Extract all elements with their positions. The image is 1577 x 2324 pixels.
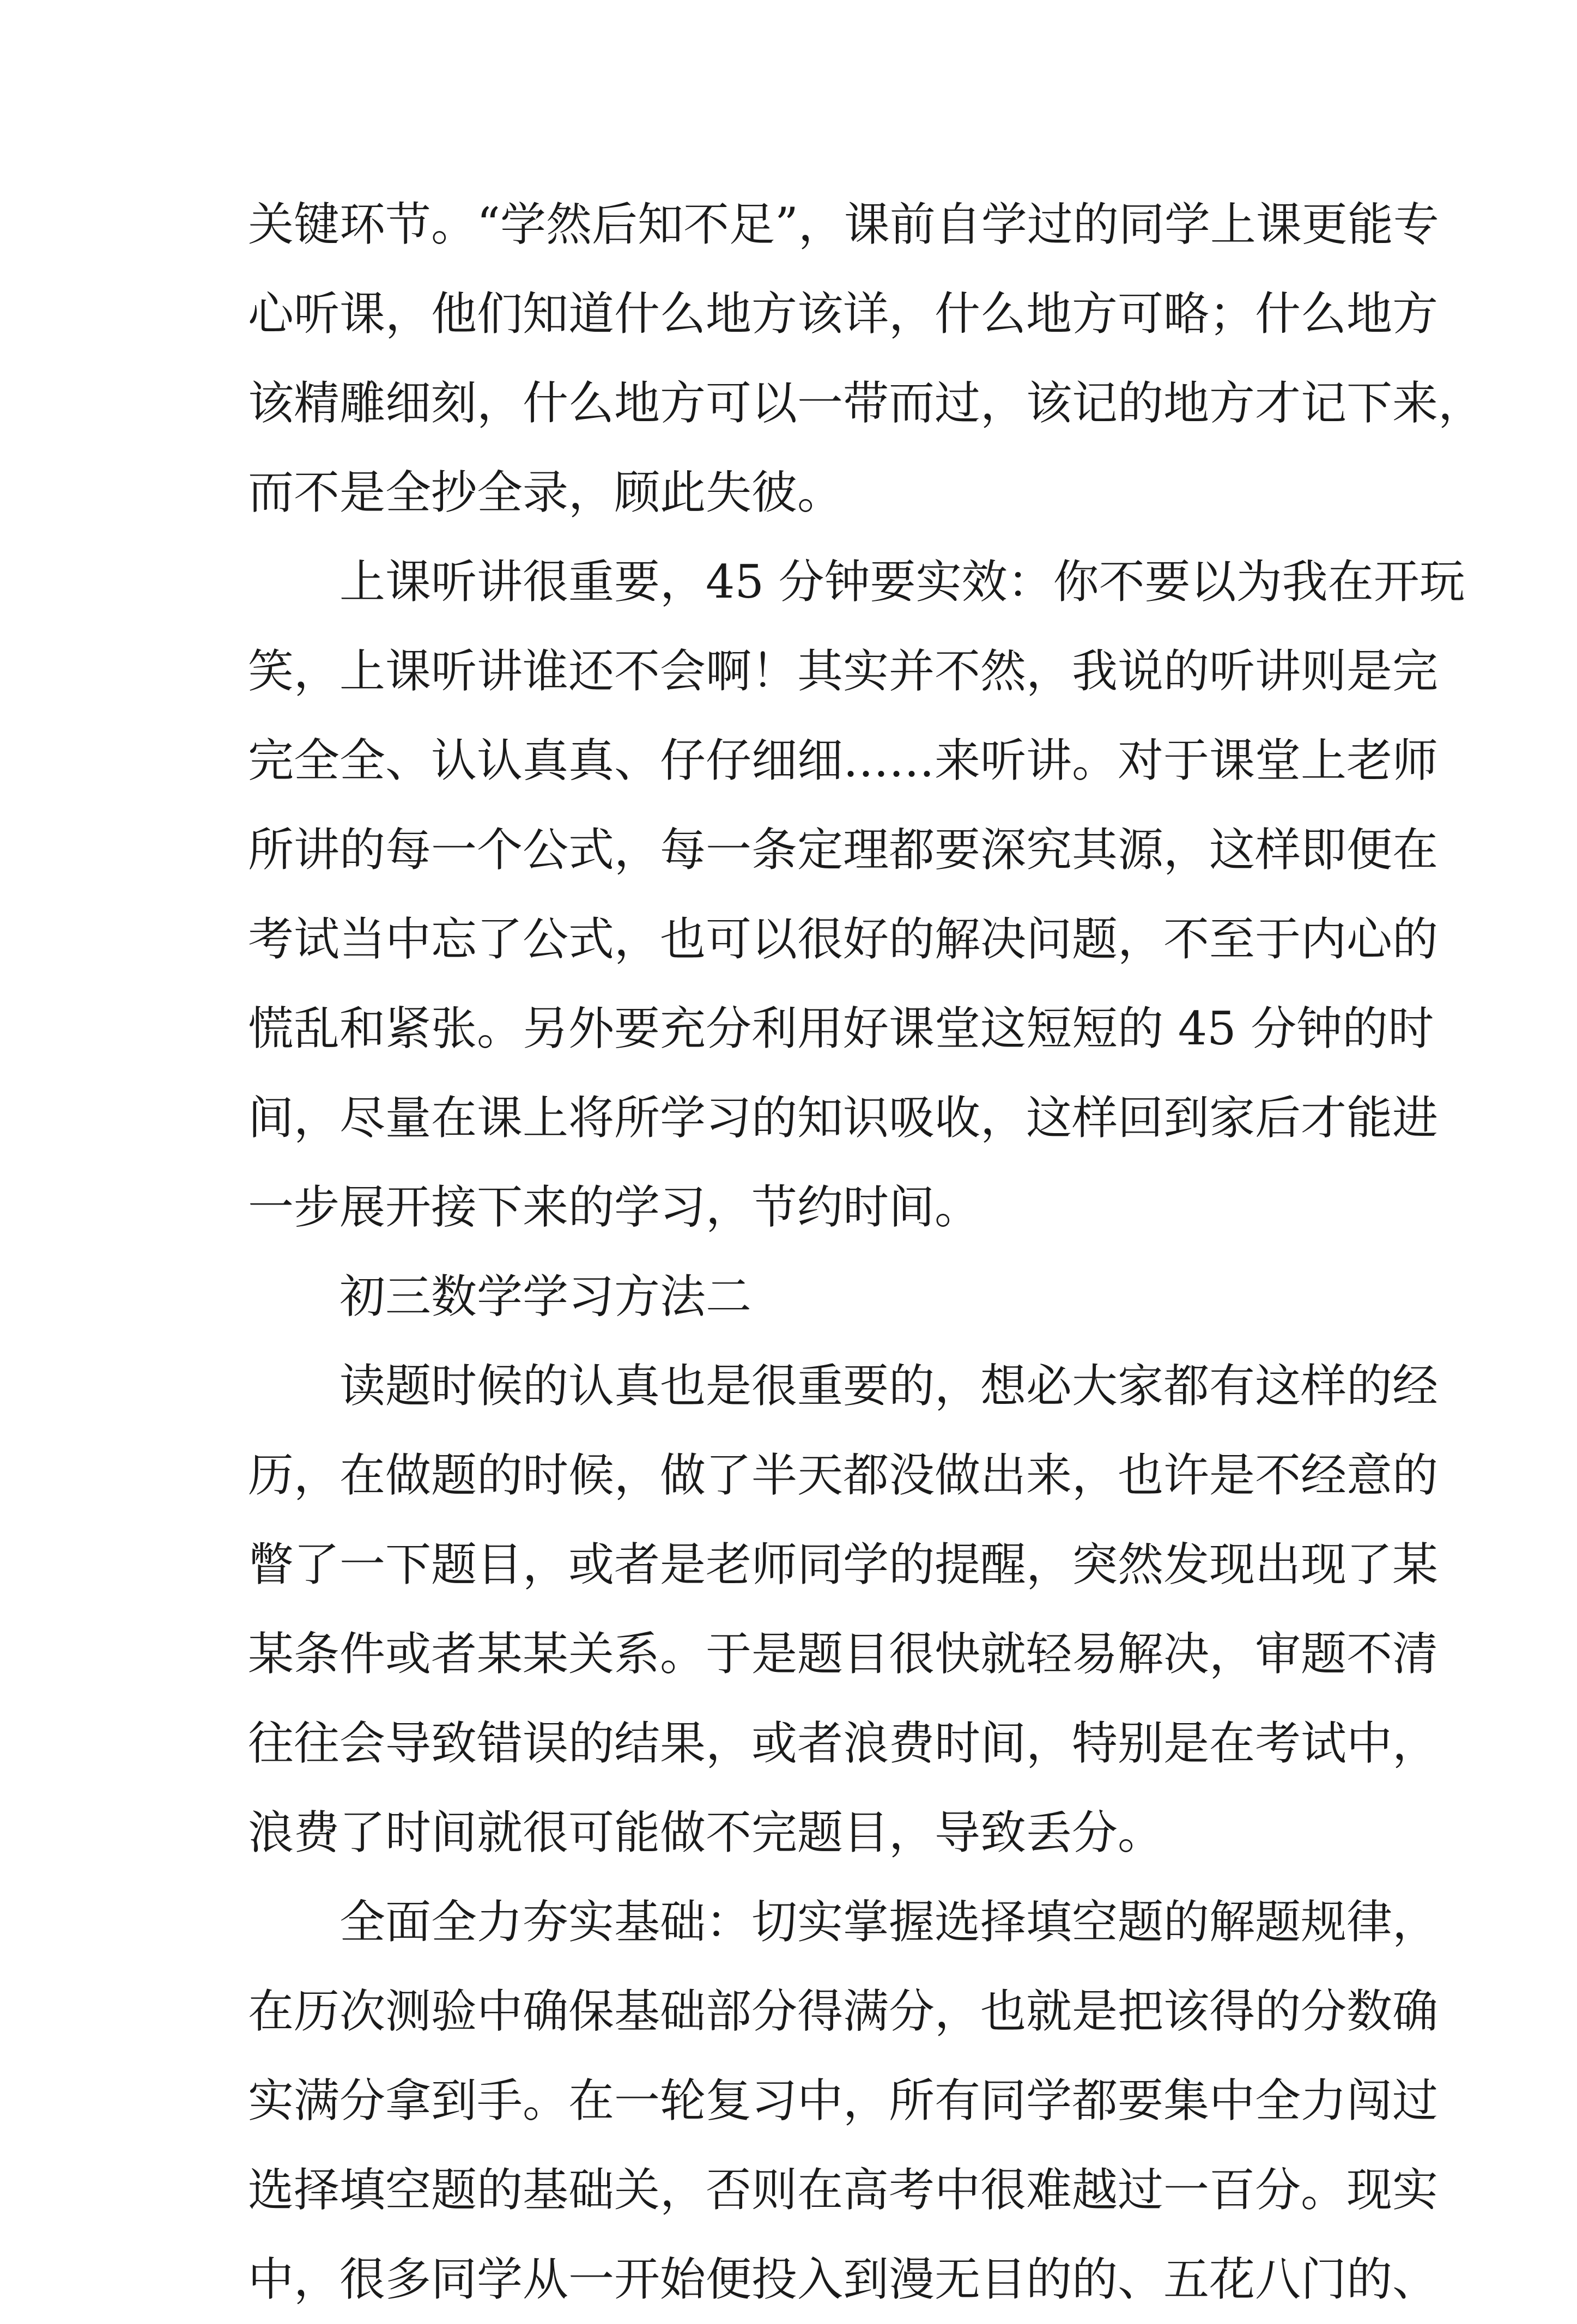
paragraph-2-line-5: 考试当中忘了公式，也可以很好的解决问题，不至于内心的 bbox=[248, 912, 1439, 966]
paragraph-4-line-5: 中，很多同学从一开始便投入到漫无目的的、五花八门的、 bbox=[248, 2253, 1439, 2306]
paragraph-2-line-6: 慌乱和紧张。另外要充分利用好课堂这短短的 45 分钟的时 bbox=[248, 1002, 1434, 1055]
paragraph-1-line-4: 而不是全抄全录，顾此失彼。 bbox=[248, 466, 844, 519]
paragraph-2-line-2: 笑，上课听讲谁还不会啊！其实并不然，我说的听讲则是完 bbox=[248, 644, 1439, 698]
paragraph-3-line-6: 浪费了时间就很可能做不完题目，导致丢分。 bbox=[248, 1806, 1164, 1859]
document-body bbox=[248, 180, 1484, 2324]
paragraph-4-line-1: 全面全力夯实基础：切实掌握选择填空题的解题规律， bbox=[339, 1895, 1439, 1949]
paragraph-3-line-2: 历，在做题的时候，做了半天都没做出来，也许是不经意的 bbox=[248, 1449, 1439, 1502]
paragraph-4-line-2: 在历次测验中确保基础部分得满分，也就是把该得的分数确 bbox=[248, 1985, 1439, 2038]
paragraph-3-line-1: 读题时候的认真也是很重要的，想必大家都有这样的经 bbox=[339, 1359, 1439, 1413]
paragraph-2-line-1: 上课听讲很重要，45 分钟要实效：你不要以为我在开玩 bbox=[339, 555, 1465, 609]
paragraph-1-line-3: 该精雕细刻，什么地方可以一带而过，该记的地方才记下来， bbox=[248, 376, 1484, 430]
section-heading: 初三数学学习方法二 bbox=[339, 1270, 752, 1323]
paragraph-2-line-8: 一步展开接下来的学习，节约时间。 bbox=[248, 1181, 981, 1234]
paragraph-1-line-1: 关键环节。“学然后知不足”，课前自学过的同学上课更能专 bbox=[248, 198, 1439, 251]
paragraph-2-line-3: 完全全、认认真真、仔仔细细……来听讲。对于课堂上老师 bbox=[248, 734, 1439, 787]
paragraph-2-line-7: 间，尽量在课上将所学习的知识吸收，这样回到家后才能进 bbox=[248, 1091, 1439, 1145]
paragraph-3-line-5: 往往会导致错误的结果，或者浪费时间，特别是在考试中， bbox=[248, 1717, 1439, 1770]
paragraph-3-line-4: 某条件或者某某关系。于是题目很快就轻易解决，审题不清 bbox=[248, 1627, 1439, 1681]
paragraph-1-line-2: 心听课，他们知道什么地方该详，什么地方可略；什么地方 bbox=[248, 287, 1439, 340]
paragraph-2-line-4: 所讲的每一个公式，每一条定理都要深究其源，这样即便在 bbox=[248, 823, 1439, 877]
paragraph-4-line-4: 选择填空题的基础关，否则在高考中很难越过一百分。现实 bbox=[248, 2163, 1439, 2217]
paragraph-3-line-3: 瞥了一下题目，或者是老师同学的提醒，突然发现出现了某 bbox=[248, 1538, 1439, 1591]
paragraph-4-line-3: 实满分拿到手。在一轮复习中，所有同学都要集中全力闯过 bbox=[248, 2074, 1439, 2127]
